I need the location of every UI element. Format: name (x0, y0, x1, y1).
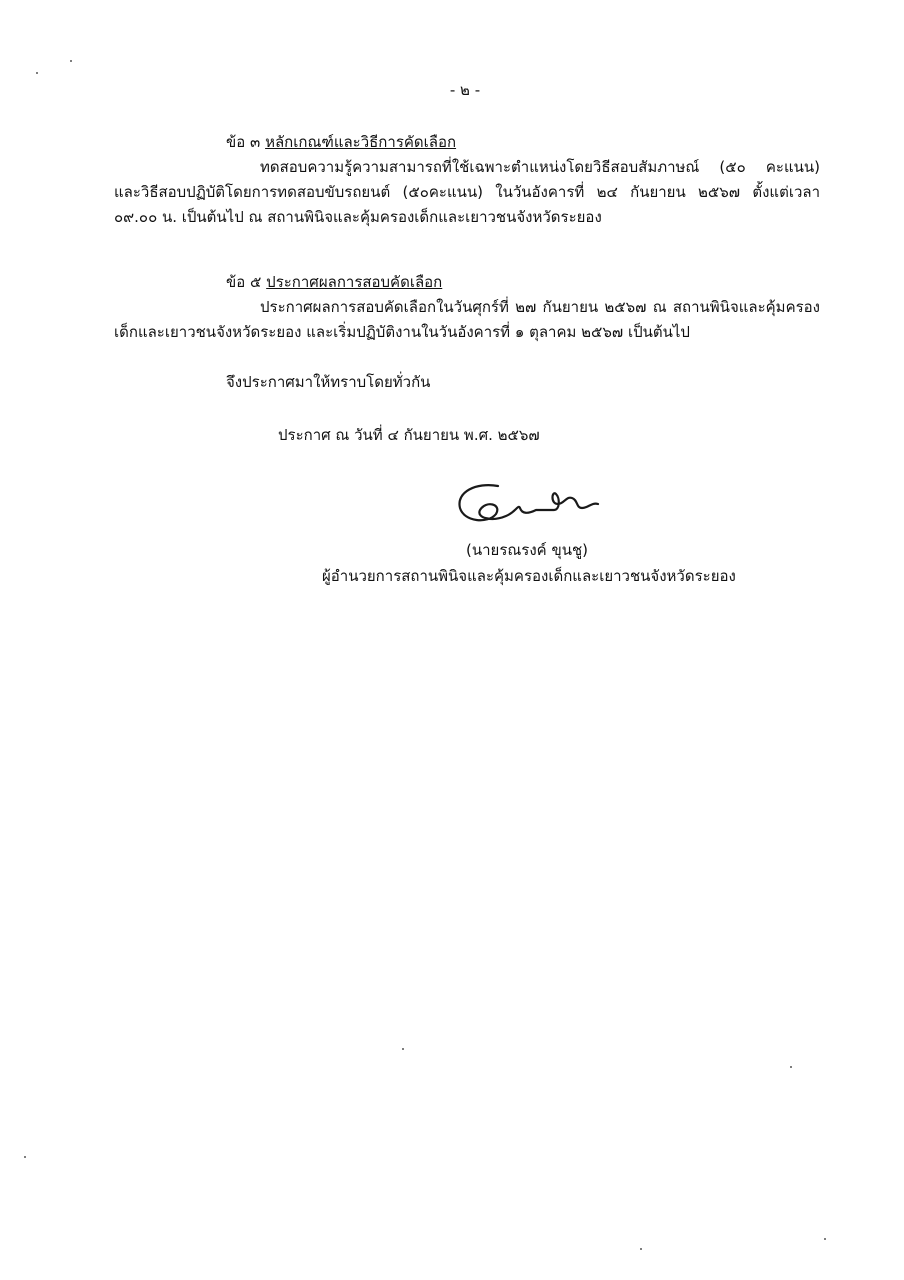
section-title: ประกาศผลการสอบคัดเลือก (266, 273, 443, 291)
section-body: ทดสอบความรู้ความสามารถที่ใช้เฉพาะตำแหน่งโดยวิธีสอบสัมภาษณ์ (๕๐ คะแนน) และวิธีสอบปฏิบัติโดยการทดสอบขับรถยนต์ (๕๐คะแนน) ในวันอังคารที่ ๒๔ กันยายน ๒๕๖๗ ตั้งแต่เวลา ๐๙.๐๐ น. เป็นต้นไป ณ สถานพินิจและคุ้มครองเด็กและเยาวชนจังหวัดระยอง (114, 158, 820, 226)
scan-speck (824, 1238, 826, 1240)
signer-title: ผู้อำนวยการสถานพินิจและคุ้มครองเด็กและเยาวชนจังหวัดระยอง (322, 567, 736, 585)
section-body: ประกาศผลการสอบคัดเลือกในวันศุกร์ที่ ๒๗ กันยายน ๒๕๖๗ ณ สถานพินิจและคุ้มครองเด็กและเยาวชนจังหวัดระยอง และเริ่มปฏิบัติงานในวันอังคารที่ ๑ ตุลาคม ๒๕๖๗ เป็นต้นไป (114, 298, 820, 341)
signer-name: (นายรณรงค์ ขุนชู) (466, 541, 589, 559)
scan-speck (24, 1156, 26, 1158)
closing-statement: จึงประกาศมาให้ทราบโดยทั่วกัน (226, 373, 431, 391)
section-number: ข้อ ๓ (226, 133, 261, 151)
scan-speck (36, 72, 38, 74)
section-title: หลักเกณฑ์และวิธีการคัดเลือก (265, 133, 457, 151)
announcement-date: ประกาศ ณ วันที่ ๔ กันยายน พ.ศ. ๒๕๖๗ (278, 426, 540, 444)
scan-speck (790, 1066, 792, 1068)
handwritten-signature (446, 474, 606, 534)
page-number: - ๒ - (449, 81, 481, 99)
section-number: ข้อ ๕ (226, 273, 262, 291)
scan-speck (402, 1048, 404, 1050)
scan-speck (70, 60, 72, 62)
section-heading (226, 270, 820, 295)
scan-speck (640, 1248, 642, 1250)
section-selection-criteria (114, 130, 820, 230)
section-results-announcement (114, 270, 820, 345)
section-heading (226, 130, 820, 155)
